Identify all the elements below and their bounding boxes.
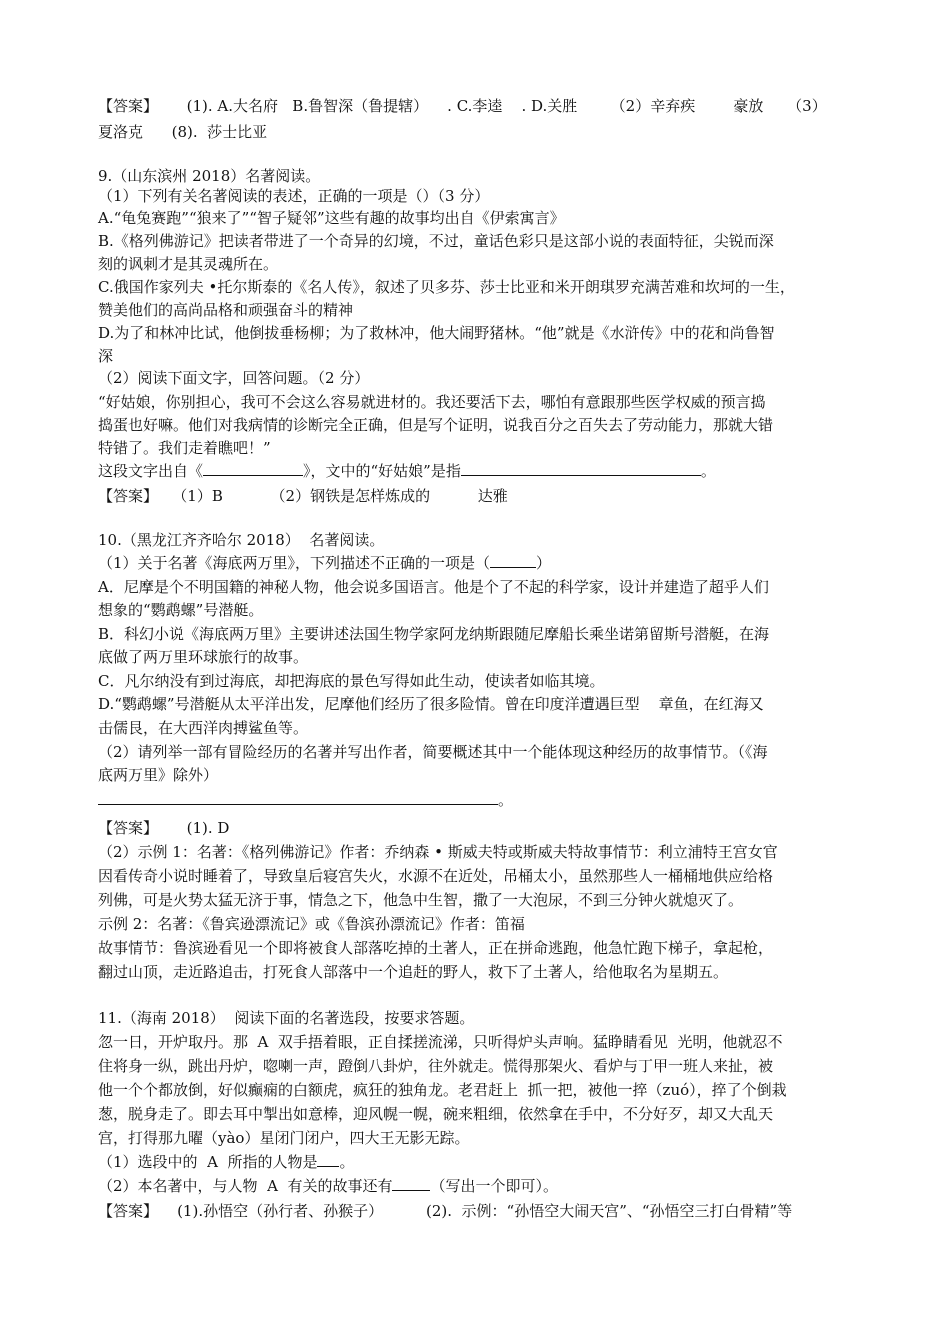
q9-option-b-1: B.《格列佛游记》把读者带进了一个奇异的幻境，不过，童话色彩只是这部小说的表面特征，尖锐而深: [98, 232, 774, 250]
q9-part1-prompt: （1）下列有关名著阅读的表述，正确的一项是（）（3 分）: [98, 187, 490, 205]
q11-passage-4: 葱，脱身走了。即去耳中掣出如意棒，迎风幌一幌，碗来粗细，依然拿在手中，不分好歹，却又大乱天: [98, 1105, 774, 1123]
q10-part1-prompt: [98, 553, 551, 573]
q10-answer-blank-end: 。: [498, 791, 514, 809]
q10-part1-text: （1）关于名著《海底两万里》，下列描述不正确的一项是（: [98, 554, 491, 572]
q11-part1-end: 。: [339, 1153, 355, 1171]
q9-fill-text-b: 》，文中的“好姑娘”是指: [303, 462, 461, 480]
q10-heading: 10.（黑龙江齐齐哈尔 2018） 名著阅读。: [98, 531, 385, 549]
answer-10-example2-2: 故事情节：鲁滨逊看见一个即将被食人部落吃掉的土著人，正在拼命逃跑，他急忙跑下梯子，拿起枪，: [98, 939, 774, 957]
q9-part2-prompt: （2）阅读下面文字，回答问题。（2 分）: [98, 369, 370, 387]
q10-option-b-1: B．科幻小说《海底两万里》主要讲述法国生物学家阿龙纳斯跟随尼摩船长乘坐诺第留斯号潜艇，在海: [98, 625, 770, 643]
q11-passage-2: 住将身一纵，跳出丹炉，唿喇一声，蹬倒八卦炉，往外就走。慌得那架火、看炉与丁甲一班人来扯，被: [98, 1057, 774, 1075]
q11-blank-2: [392, 1176, 430, 1191]
q10-blank: [490, 553, 536, 568]
q9-passage-3: 特错了。我们走着瞧吧！”: [98, 439, 271, 457]
q10-option-a-1: A．尼摩是个不明国籍的神秘人物，他会说多国语言。他是个了不起的科学家，设计并建造了超乎人们: [98, 578, 769, 596]
answer-10-example2-1: 示例 2：名著：《鲁宾逊漂流记》或《鲁滨孙漂流记》作者：笛福: [98, 915, 525, 933]
q9-option-d-1: D.为了和林冲比试，他倒拔垂杨柳；为了救林冲，他大闹野猪林。“他”就是《水浒传》中的花和尚鲁智: [98, 324, 775, 342]
q11-passage-3: 他一个个都放倒，好似癫痫的白额虎，疯狂的独角龙。老君赶上 抓一把，被他一捽（zuó），捽了个倒栽: [98, 1081, 787, 1099]
q9-passage-1: “好姑娘，你别担心，我可不会这么容易就进材的。我还要活下去，哪怕有意跟那些医学权威的预言捣: [98, 393, 766, 411]
q10-option-a-2: 想象的“鹦鹉螺”号潜艇。: [98, 601, 264, 619]
q11-part2-text: （2）本名著中，与人物 A 有关的故事还有: [98, 1177, 393, 1195]
q9-passage-2: 捣蛋也好嘛。他们对我病情的诊断完全正确，但是写个证明，说我百分之百失去了劳动能力，那就大错: [98, 416, 774, 434]
q11-heading: 11.（海南 2018） 阅读下面的名著选段，按要求答题。: [98, 1009, 475, 1027]
q11-blank-1: [317, 1152, 339, 1167]
q10-option-d-1: D.“鹦鹉螺”号潜艇从太平洋出发，尼摩他们经历了很多险情。曾在印度洋遭遇巨型 章鱼，在红海又: [98, 695, 764, 713]
q9-fill-text-a: 这段文字出自《: [98, 462, 204, 480]
q9-option-c-2: 赞美他们的高尚品格和顽强奋斗的精神: [98, 301, 354, 319]
answer-9: 【答案】 （1）B （2）钢铁是怎样炼成的 达雅: [98, 487, 508, 505]
answer-8-line-2: 夏洛克 (8). 莎士比亚: [98, 123, 268, 141]
answer-8-line-1: 【答案】 (1). A.大名府 B.鲁智深（鲁提辖） . C.李逵 . D.关胜 （2）辛弃疾 豪放 （3）: [98, 97, 827, 115]
q10-part1-close: ）: [536, 554, 552, 572]
q11-part2-end: （写出一个即可）。: [430, 1177, 558, 1195]
q9-option-d-2: 深: [98, 347, 114, 365]
q10-answer-blank: [98, 790, 498, 805]
q10-option-c: C．凡尔纳没有到过海底，却把海底的景色写得如此生动，使读者如临其境。: [98, 672, 605, 690]
q9-option-b-2: 刻的讽刺才是其灵魂所在。: [98, 255, 279, 273]
answer-10-example1-3: 列佛，可是火势太猛无济于事，情急之下，他急中生智，撒了一大泡尿，不到三分钟火就熄灭了。: [98, 891, 744, 909]
answer-10-example1-2: 因看传奇小说时睡着了，导致皇后寝宫失火，水源不在近处，吊桶太小，虽然那些人一桶桶地供应给格: [98, 867, 774, 885]
q10-option-b-2: 底做了两万里环球旅行的故事。: [98, 648, 309, 666]
q9-heading: 9.（山东滨州 2018）名著阅读。: [98, 167, 321, 185]
q11-part1-text: （1）选段中的 A 所指的人物是: [98, 1153, 318, 1171]
answer-10-part1: 【答案】 (1). D: [98, 819, 230, 837]
answer-10-example2-3: 翻过山顶，走近路追击，打死食人部落中一个追赶的野人，救下了土著人，给他取名为星期五。: [98, 963, 729, 981]
q9-option-a: A.“龟兔赛跑”“狼来了”“智子疑邻”这些有趣的故事均出自《伊索寓言》: [98, 209, 565, 227]
q11-part1: [98, 1152, 354, 1172]
q11-passage-5: 宫，打得那九曜（yào）星闭门闭户，四大王无影无踪。: [98, 1129, 470, 1147]
q9-fill-blank-line: [98, 461, 716, 481]
q10-part2-prompt-1: （2）请列举一部有冒险经历的名著并写出作者，简要概述其中一个能体现这种经历的故事情节。（《海: [98, 743, 768, 761]
q9-option-c-1: C.俄国作家列夫 •托尔斯泰的《名人传》，叙述了贝多芬、莎士比亚和米开朗琪罗充满苦难和坎坷的一生，: [98, 278, 795, 296]
q9-fill-text-c: 。: [700, 462, 716, 480]
q10-option-d-2: 击儒艮，在大西洋肉搏鲨鱼等。: [98, 719, 309, 737]
q10-answer-blank-line: [98, 790, 513, 810]
q10-part2-prompt-2: 底两万里》除外）: [98, 766, 219, 784]
answer-11: 【答案】 (1).孙悟空（孙行者、孙猴子） (2). 示例：“孙悟空大闹天宫”、“孙悟空三打白骨精”等: [98, 1202, 793, 1220]
q9-blank-2: [461, 461, 701, 476]
q9-blank-1: [203, 461, 303, 476]
q11-passage-1: 忽一日，开炉取丹。那 A 双手捂着眼，正自揉搓流涕，只听得炉头声响。猛睁睛看见 光明，他就忍不: [98, 1033, 783, 1051]
answer-10-example1-1: （2）示例 1：名著：《格列佛游记》作者：乔纳森 • 斯威夫特或斯威夫特故事情节：利立浦特王宫女官: [98, 843, 778, 861]
q11-part2: [98, 1176, 558, 1196]
